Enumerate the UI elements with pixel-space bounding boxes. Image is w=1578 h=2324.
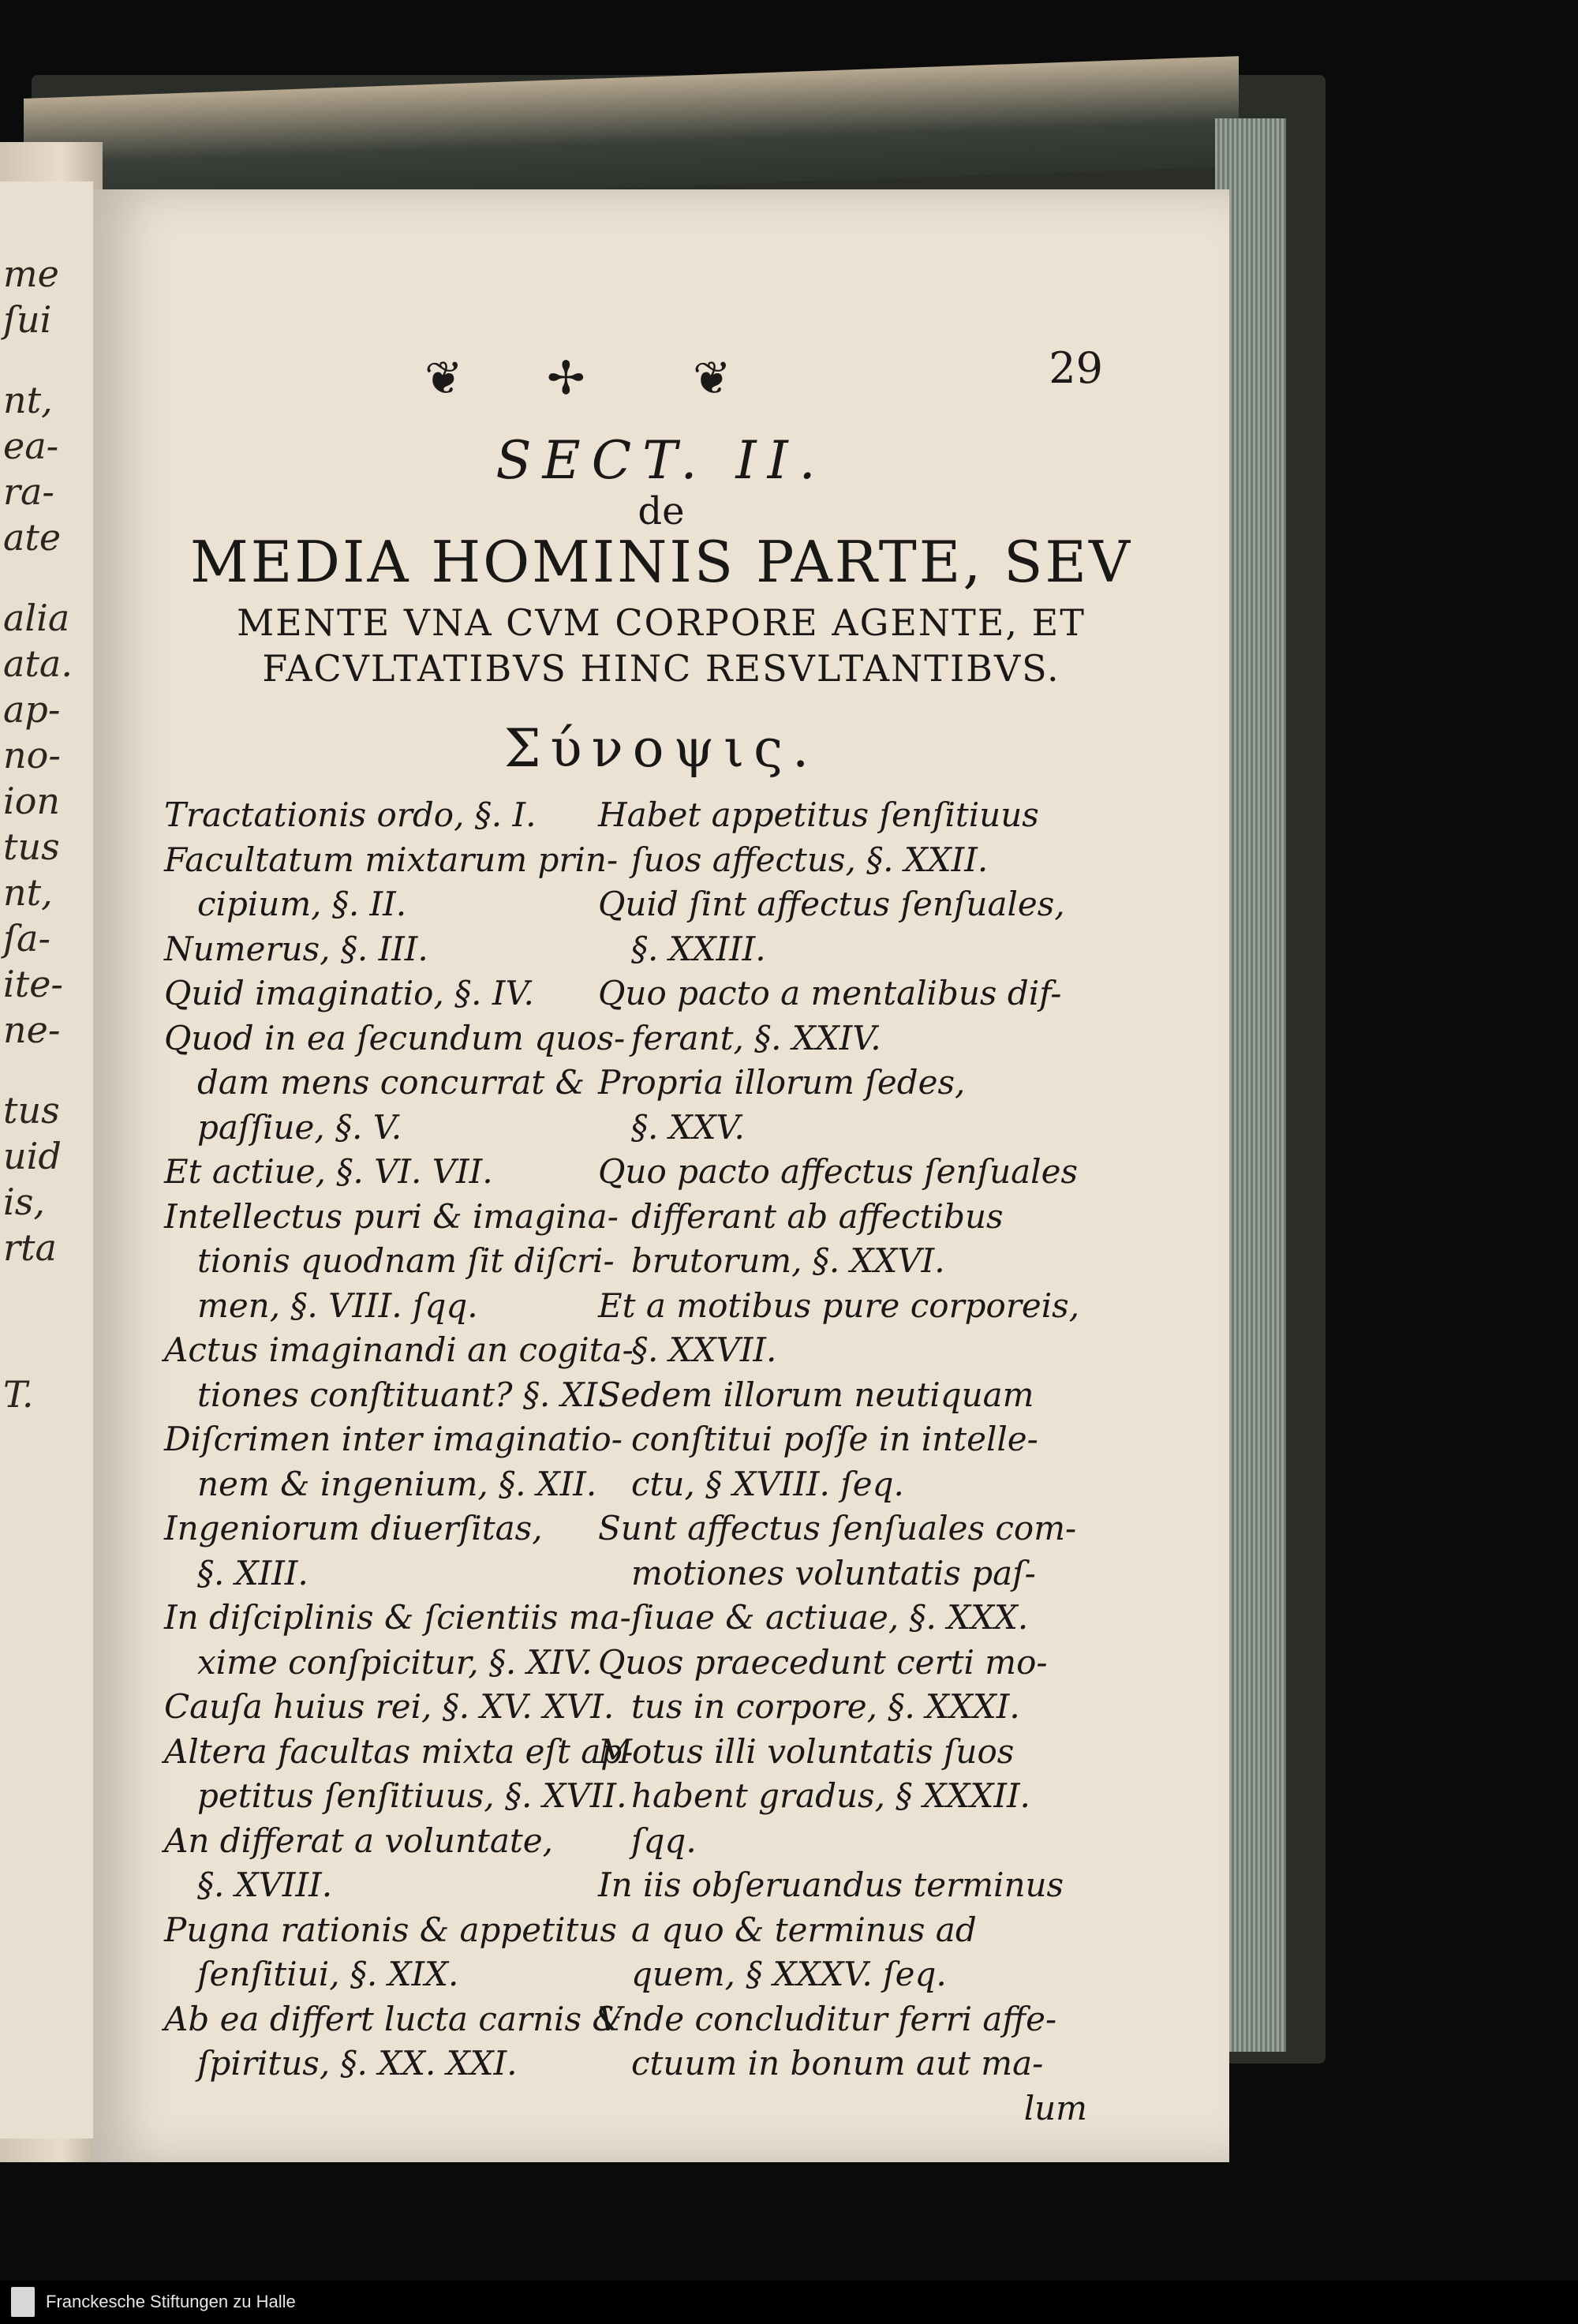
synopsis-entry-line: Ab ea differt lucta carnis &: [164, 1999, 622, 2038]
synopsis-entry-line: Et actiue, §. VI. VII.: [164, 1152, 493, 1191]
synopsis-entry-line: Altera facultas mixta eſt ap-: [164, 1731, 634, 1771]
left-page-fragment: me: [3, 253, 59, 295]
synopsis-entry-line: differant ab affectibus: [631, 1196, 1004, 1236]
right-page: [93, 189, 1229, 2162]
left-page-fragment: no-: [3, 734, 61, 777]
synopsis-entry-line: Intellectus puri & imagina-: [164, 1196, 619, 1236]
synopsis-entry-line: Cauſa huius rei, §. XV. XVI.: [164, 1687, 615, 1726]
synopsis-entry-line: ctuum in bonum aut ma-: [631, 2044, 1044, 2083]
synopsis-entry-line: Sunt affectus ſenſuales com-: [598, 1509, 1077, 1547]
left-page-fragment: ſa-: [3, 917, 50, 960]
left-page-fragment: ea-: [3, 425, 59, 467]
synopsis-entry-line: Quo pacto affectus ſenſuales: [598, 1152, 1079, 1191]
synopsis-entry-line: §. XIII.: [197, 1553, 308, 1592]
section-title-line-2: MENTE VNA CVM CORPORE AGENTE, ET: [237, 601, 1086, 644]
synopsis-entry-line: lum: [1023, 2088, 1087, 2128]
synopsis-entry-line: Motus illi voluntatis ſuos: [598, 1731, 1015, 1771]
synopsis-entry-line: Habet appetitus ſenſitiuus: [598, 795, 1039, 834]
synopsis-entry-line: tiones conſtituant? §. XI.: [197, 1375, 608, 1414]
left-page-fragment: nt,: [3, 871, 53, 914]
shell-ornament-icon: ❦: [693, 351, 731, 405]
synopsis-entry-line: §. XXV.: [631, 1107, 745, 1147]
synopsis-entry-line: tionis quodnam ſit diſcri-: [197, 1241, 615, 1280]
page-number: 29: [1049, 343, 1103, 393]
synopsis-entry-line: In diſciplinis & ſcientiis ma-: [164, 1598, 631, 1637]
synopsis-entry-line: paſſiue, §. V.: [197, 1107, 402, 1147]
synopsis-entry-line: ſuos affectus, §. XXII.: [631, 840, 989, 879]
synopsis-entry-line: brutorum, §. XXVI.: [631, 1241, 945, 1280]
synopsis-entry-line: ſenſitiui, §. XIX.: [197, 1955, 459, 1993]
synopsis-entry-line: ſpiritus, §. XX. XXI.: [197, 2044, 518, 2083]
synopsis-entry-line: nem & ingenium, §. XII.: [197, 1464, 597, 1503]
left-page: [0, 182, 93, 2139]
synopsis-entry-line: §. XXIII.: [631, 929, 766, 968]
synopsis-entry-line: Numerus, §. III.: [164, 929, 428, 968]
left-page-fragment: ion: [3, 780, 61, 822]
synopsis-entry-line: Tractationis ordo, §. I.: [164, 795, 537, 834]
left-page-fragment: ate: [3, 516, 62, 559]
synopsis-entry-line: Quid ſint affectus ſenſuales,: [598, 885, 1065, 923]
section-title-line-1: MEDIA HOMINIS PARTE, SEV: [190, 529, 1132, 595]
left-page-fragment: ap-: [3, 688, 61, 731]
synopsis-entry-line: Quo pacto a mentalibus dif-: [598, 974, 1062, 1012]
left-page-fragment: nt,: [3, 379, 53, 421]
synopsis-entry-line: xime conſpicitur, §. XIV.: [197, 1642, 593, 1682]
footer-credit: Franckesche Stiftungen zu Halle: [46, 2292, 296, 2311]
synopsis-entry-line: In iis obſeruandus terminus: [598, 1866, 1064, 1904]
institution-logo-icon: [11, 2287, 35, 2317]
left-page-fragment: tus: [3, 1089, 60, 1132]
synopsis-entry-line: §. XXVII.: [631, 1330, 777, 1369]
floral-ornament-icon: ✢: [547, 351, 585, 405]
left-page-fragment: is,: [3, 1181, 45, 1223]
left-page-fragment: uid: [3, 1135, 62, 1177]
left-page-fragment: alia: [3, 597, 70, 639]
synopsis-entry-line: petitus ſenſitiuus, §. XVII.: [197, 1776, 627, 1815]
section-heading: SECT. II.: [495, 430, 827, 491]
synopsis-entry-line: Ingeniorum diuerſitas,: [164, 1509, 543, 1547]
synopsis-entry-line: Pugna rationis & appetitus: [164, 1910, 617, 1949]
left-page-fragment: tus: [3, 825, 60, 868]
synopsis-entry-line: Diſcrimen inter imaginatio-: [164, 1420, 623, 1458]
synopsis-entry-line: Quid imaginatio, §. IV.: [164, 974, 534, 1012]
synopsis-entry-line: conſtitui poſſe in intelle-: [631, 1420, 1038, 1458]
footer-bar: [0, 2281, 1578, 2324]
synopsis-entry-line: Quod in ea ſecundum quos-: [164, 1018, 626, 1057]
synopsis-entry-line: ſiuae & actiuae, §. XXX.: [631, 1598, 1029, 1637]
left-page-fragment: ite-: [3, 963, 63, 1005]
synopsis-entry-line: dam mens concurrat &: [197, 1063, 585, 1102]
synopsis-entry-line: ctu, § XVIII. ſeq.: [631, 1464, 904, 1503]
left-page-fragment: ſui: [3, 298, 52, 341]
synopsis-entry-line: Vnde concluditur ferri affe-: [598, 1999, 1057, 2038]
synopsis-entry-line: Facultatum mixtarum prin-: [164, 840, 619, 879]
synopsis-entry-line: ferant, §. XXIV.: [631, 1018, 881, 1057]
section-preposition: de: [638, 489, 685, 533]
synopsis-right-column: [598, 793, 1087, 2131]
left-page-fragment: T.: [3, 1373, 34, 1416]
synopsis-entry-line: An differat a voluntate,: [164, 1821, 553, 1860]
synopsis-entry-line: men, §. VIII. ſqq.: [197, 1285, 478, 1325]
left-page-fragment: ne-: [3, 1009, 61, 1051]
synopsis-heading: Σύνοψις.: [503, 718, 819, 779]
synopsis-entry-line: habent gradus, § XXXII.: [631, 1776, 1030, 1815]
synopsis-entry-line: Sedem illorum neutiquam: [598, 1375, 1034, 1414]
synopsis-entry-line: tus in corpore, §. XXXI.: [631, 1687, 1020, 1726]
left-page-fragment: ra-: [3, 470, 54, 513]
synopsis-entry-line: §. XVIII.: [197, 1866, 333, 1904]
synopsis-entry-line: quem, § XXXV. ſeq.: [631, 1955, 947, 1993]
synopsis-entry-line: ſqq.: [631, 1821, 697, 1860]
synopsis-entry-line: Actus imaginandi an cogita-: [164, 1330, 634, 1369]
synopsis-entry-line: motiones voluntatis paſ-: [631, 1553, 1036, 1592]
left-page-fragment: ata.: [3, 642, 73, 685]
synopsis-left-column: [164, 793, 634, 2086]
synopsis-entry-line: cipium, §. II.: [197, 885, 407, 923]
synopsis-entry-line: Propria illorum ſedes,: [598, 1063, 966, 1102]
synopsis-entry-line: Quos praecedunt certi mo-: [598, 1642, 1048, 1682]
section-title-line-3: FACVLTATIBVS HINC RESVLTANTIBVS.: [262, 647, 1060, 690]
left-page-fragment: rta: [3, 1226, 57, 1269]
synopsis-entry-line: a quo & terminus ad: [631, 1910, 977, 1949]
shell-ornament-icon: ❦: [424, 351, 463, 405]
synopsis-entry-line: Et a motibus pure corporeis,: [598, 1285, 1080, 1325]
